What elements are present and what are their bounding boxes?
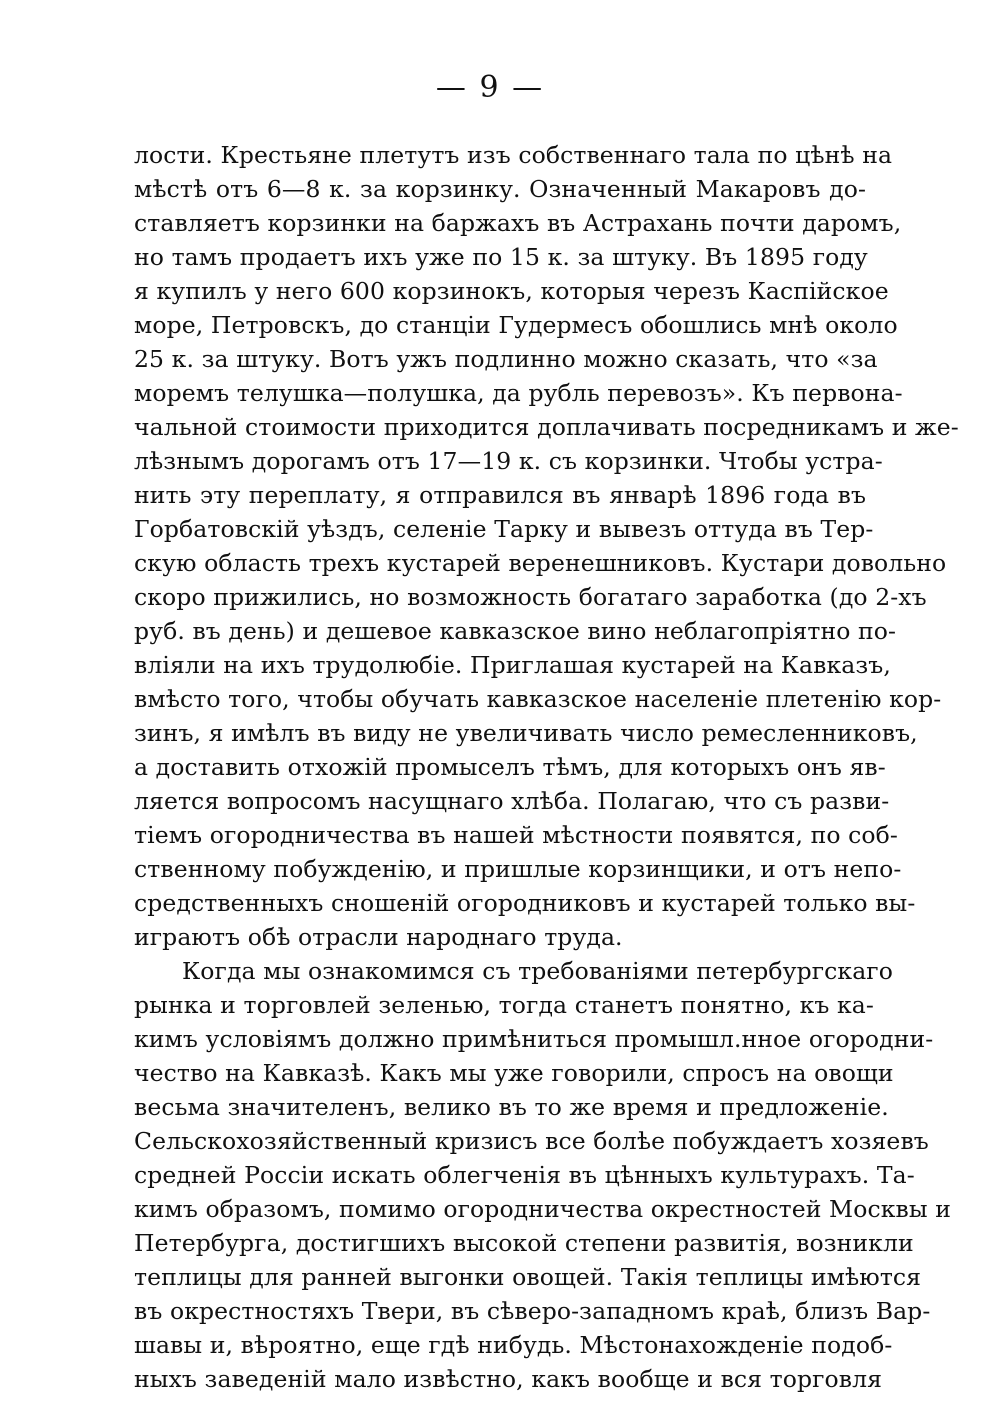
body-text bbox=[134, 138, 959, 1396]
text-line: ставляетъ корзинки на баржахъ въ Астрахань почти даромъ, bbox=[134, 209, 902, 237]
text-line: лѣзнымъ дорогамъ отъ 17—19 к. съ корзинки. Чтобы устра- bbox=[134, 447, 883, 475]
text-line: шавы и, вѣроятно, еще гдѣ нибудь. Мѣстонахожденіе подоб- bbox=[134, 1331, 893, 1359]
paragraph-1 bbox=[134, 138, 959, 954]
text-line: руб. въ день) и дешевое кавказское вино неблагопріятно по- bbox=[134, 617, 897, 645]
text-line: тіемъ огородничества въ нашей мѣстности появятся, по соб- bbox=[134, 821, 898, 849]
text-line: вліяли на ихъ трудолюбіе. Приглашая кустарей на Кавказъ, bbox=[134, 651, 891, 679]
text-line: вмѣсто того, чтобы обучать кавказское населеніе плетенію кор- bbox=[134, 685, 942, 713]
text-line: Горбатовскій уѣздъ, селеніе Тарку и вывезъ оттуда въ Тер- bbox=[134, 515, 874, 543]
page-number: — 9 — bbox=[435, 70, 545, 105]
text-line: 25 к. за штуку. Вотъ ужъ подлинно можно сказать, что «за bbox=[134, 345, 878, 373]
text-line: кимъ образомъ, помимо огородничества окрестностей Москвы и bbox=[134, 1195, 951, 1223]
text-line: лости. Крестьяне плетутъ изъ собственнаго тала по цѣнѣ на bbox=[134, 141, 893, 169]
text-line: весьма значителенъ, велико въ то же время и предложеніе. bbox=[134, 1093, 889, 1121]
text-line: Сельскохозяйственный кризисъ все болѣе побуждаетъ хозяевъ bbox=[134, 1127, 929, 1155]
text-line: чальной стоимости приходится доплачивать посредникамъ и же- bbox=[134, 413, 959, 441]
text-line: море, Петровскъ, до станціи Гудермесъ обошлись мнѣ около bbox=[134, 311, 898, 339]
text-line: кимъ условіямъ должно примѣниться промышл.нное огородни- bbox=[134, 1025, 934, 1053]
paragraph-2 bbox=[134, 954, 951, 1396]
text-line: средственныхъ сношеній огородниковъ и кустарей только вы- bbox=[134, 889, 916, 917]
text-line: играютъ обѣ отрасли народнаго труда. bbox=[134, 923, 623, 951]
text-line: мѣстѣ отъ 6—8 к. за корзинку. Означенный Макаровъ до- bbox=[134, 175, 866, 203]
text-line: скоро прижились, но возможность богатаго заработка (до 2-хъ bbox=[134, 583, 927, 611]
text-line: ныхъ заведеній мало извѣстно, какъ вообще и вся торговля bbox=[134, 1365, 883, 1393]
text-line: моремъ телушка—полушка, да рубль перевозъ». Къ первона- bbox=[134, 379, 903, 407]
text-line: ственному побужденію, и пришлые корзинщики, и отъ непо- bbox=[134, 855, 902, 883]
text-line: въ окрестностяхъ Твери, въ сѣверо-западномъ краѣ, близъ Вар- bbox=[134, 1297, 931, 1325]
text-line: скую область трехъ кустарей веренешниковъ. Кустари довольно bbox=[134, 549, 947, 577]
text-line: Петербурга, достигшихъ высокой степени развитія, возникли bbox=[134, 1229, 914, 1257]
text-line: Когда мы ознакомимся съ требованіями петербургскаго bbox=[182, 957, 893, 985]
text-line: зинъ, я имѣлъ въ виду не увеличивать число ремесленниковъ, bbox=[134, 719, 918, 747]
text-line: но тамъ продаетъ ихъ уже по 15 к. за штуку. Въ 1895 году bbox=[134, 243, 868, 271]
text-line: чество на Кавказѣ. Какъ мы уже говорили, спросъ на овощи bbox=[134, 1059, 894, 1087]
text-line: я купилъ у него 600 корзинокъ, которыя черезъ Каспійское bbox=[134, 277, 889, 305]
text-line: средней Россіи искать облегченія въ цѣнныхъ культурахъ. Та- bbox=[134, 1161, 915, 1189]
text-line: нить эту переплату, я отправился въ январѣ 1896 года въ bbox=[134, 481, 866, 509]
text-line: теплицы для ранней выгонки овощей. Такія теплицы имѣются bbox=[134, 1263, 922, 1291]
text-line: ляется вопросомъ насущнаго хлѣба. Полагаю, что съ разви- bbox=[134, 787, 890, 815]
text-line: а доставить отхожій промыселъ тѣмъ, для которыхъ онъ яв- bbox=[134, 753, 886, 781]
text-line: рынка и торговлей зеленью, тогда станетъ понятно, къ ка- bbox=[134, 991, 874, 1019]
